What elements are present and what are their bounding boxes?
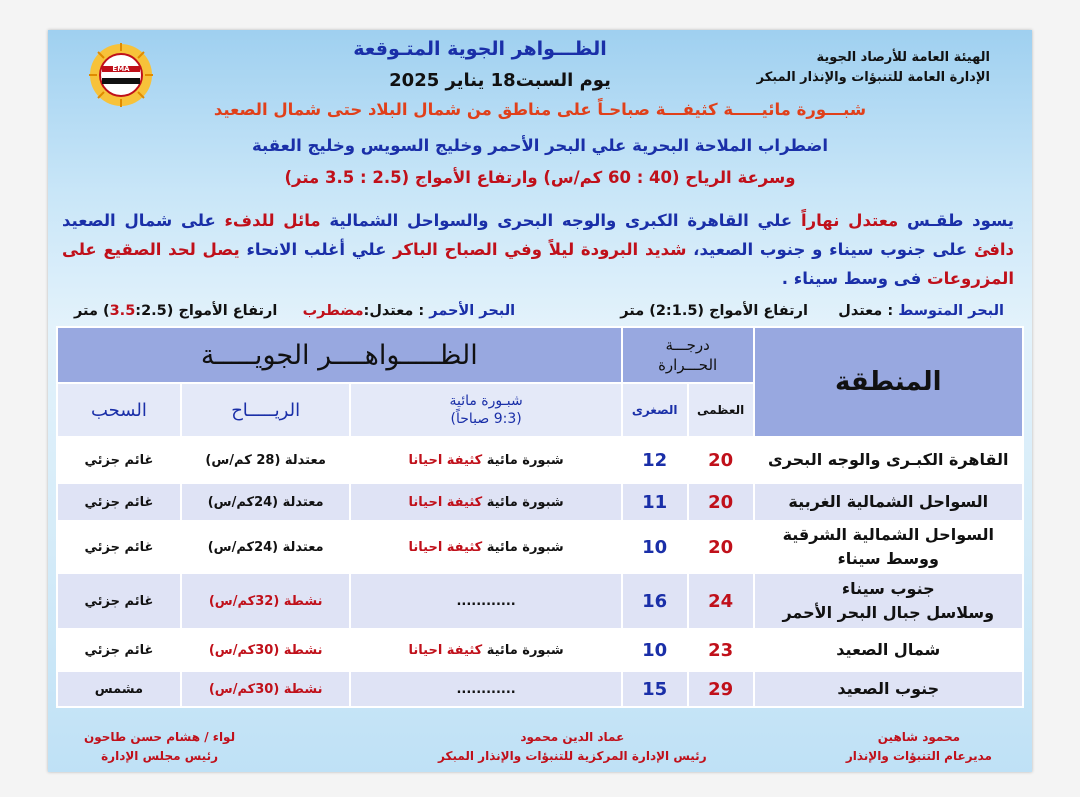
summary-part: على شمال الصعيد bbox=[62, 211, 216, 230]
wind-text: معتدلة (28 كم/س) bbox=[205, 452, 326, 468]
fog-cell bbox=[350, 629, 621, 671]
summary-part: شديد البرودة ليلاً وفي الصباح الباكر bbox=[386, 240, 694, 259]
max-temp-cell: 24 bbox=[688, 573, 754, 629]
wind-text: نشطة (30كم/س) bbox=[208, 642, 323, 658]
wind-cell bbox=[181, 483, 351, 521]
table-row bbox=[57, 521, 1023, 573]
clouds-cell: غائم جزئي bbox=[57, 483, 181, 521]
min-temp-cell: 10 bbox=[622, 629, 688, 671]
fog-dense-text: كثيفة احيانا bbox=[408, 494, 483, 510]
page-title: الظـــواهر الجوية المتـوقعة bbox=[353, 38, 607, 60]
table-row bbox=[57, 629, 1023, 671]
marine-bulletin-line-1: اضطراب الملاحة البحرية علي البحر الأحمر وخليج السويس وخليج العقبة bbox=[251, 136, 829, 155]
min-temp-header: الصغرى bbox=[622, 383, 688, 437]
fog-bulletin: شبـــورة مائيـــــة كثيفـــة صباحـاً على مناطق من شمال البلاد حتى شمال الصعيد bbox=[213, 100, 867, 119]
med-sea-waves: ارتفاع الأمواج (2:1.5) متر bbox=[620, 303, 808, 319]
weather-summary bbox=[62, 206, 1014, 293]
wind-cell bbox=[181, 437, 351, 483]
med-sea-state bbox=[620, 303, 1004, 319]
fog-dense-text: كثيفة احيانا bbox=[408, 452, 483, 468]
region-cell bbox=[754, 671, 1023, 707]
signature-title: مديرعام التنبؤات والإنذار bbox=[845, 749, 992, 763]
region-name: جنوب سيناء bbox=[841, 579, 935, 598]
sea-state-line bbox=[74, 303, 1004, 319]
temperature-header: درجـــة الحـــرارة bbox=[622, 327, 754, 383]
forecast-date: يوم السبت18 يناير 2025 bbox=[389, 70, 611, 91]
region-name: جنوب الصعيد bbox=[837, 679, 940, 698]
red-sea-waves-a: ارتفاع الأمواج ( bbox=[166, 303, 278, 319]
med-sea-label: البحر المتوسط bbox=[898, 303, 1004, 319]
fog-text: شبورة مائية bbox=[482, 539, 564, 555]
wind-header: الريـــــاح bbox=[181, 383, 351, 437]
logo-text: EMA bbox=[112, 65, 130, 73]
fog-dense-text: كثيفة احيانا bbox=[408, 539, 483, 555]
region-name: السواحل الشمالية الغربية bbox=[788, 492, 989, 511]
min-temp-cell: 11 bbox=[622, 483, 688, 521]
signature-right bbox=[846, 728, 992, 766]
summary-part: على جنوب سيناء و جنوب الصعيد، bbox=[693, 240, 968, 259]
region-name: السواحل الشمالية الشرقية bbox=[782, 525, 994, 544]
fog-cell bbox=[350, 573, 621, 629]
summary-part: معتدل نهاراً bbox=[792, 211, 908, 230]
table-row bbox=[57, 483, 1023, 521]
fog-header-time: (9:3 صباحاً) bbox=[450, 411, 522, 427]
region-name-line2: ووسط سيناء bbox=[837, 549, 939, 568]
region-name: القاهرة الكبـرى والوجه البحرى bbox=[768, 450, 1009, 469]
fog-header bbox=[350, 383, 621, 437]
region-cell bbox=[754, 521, 1023, 573]
red-sea-status-rough: مضطرب bbox=[302, 303, 364, 319]
summary-part: مائل للدفء bbox=[215, 211, 330, 230]
fog-cell bbox=[350, 437, 621, 483]
forecast-slide bbox=[48, 30, 1032, 772]
region-cell bbox=[754, 483, 1023, 521]
max-temp-cell: 23 bbox=[688, 629, 754, 671]
forecast-rows bbox=[57, 437, 1023, 707]
fog-text: شبورة مائية bbox=[482, 494, 564, 510]
summary-part: دافئ bbox=[967, 240, 1015, 259]
summary-part: يصل لحد الصقيع على المزروعات bbox=[62, 240, 1014, 288]
clouds-cell: غائم جزئي bbox=[57, 629, 181, 671]
signature-title: رئيس مجلس الإدارة bbox=[101, 749, 218, 763]
region-cell bbox=[754, 573, 1023, 629]
fog-text: شبورة مائية bbox=[482, 642, 564, 658]
clouds-cell: غائم جزئي bbox=[57, 521, 181, 573]
signature-name: عماد الدين محمود bbox=[520, 730, 625, 744]
wind-cell bbox=[181, 629, 351, 671]
table-row bbox=[57, 437, 1023, 483]
max-temp-cell: 29 bbox=[688, 671, 754, 707]
summary-part: يسود طقـس bbox=[907, 211, 1014, 230]
marine-bulletin-line-2: وسرعة الرياح (40 : 60 كم/س) وارتفاع الأمواج (2.5 : 3.5 متر) bbox=[284, 168, 796, 187]
wind-text: نشطة (32كم/س) bbox=[208, 593, 323, 609]
fog-text: ............ bbox=[456, 681, 516, 697]
wind-cell bbox=[181, 573, 351, 629]
red-sea-state bbox=[74, 303, 515, 319]
min-temp-cell: 16 bbox=[622, 573, 688, 629]
signature-name: محمود شاهين bbox=[877, 730, 961, 744]
table-row bbox=[57, 573, 1023, 629]
signature-center bbox=[438, 728, 707, 766]
max-temp-cell: 20 bbox=[688, 437, 754, 483]
wind-cell bbox=[181, 671, 351, 707]
clouds-header: السحب bbox=[57, 383, 181, 437]
summary-part: فى وسط سيناء . bbox=[781, 269, 922, 288]
red-sea-waves-c: :2.5) متر bbox=[74, 303, 167, 319]
min-temp-cell: 15 bbox=[622, 671, 688, 707]
clouds-cell: مشمس bbox=[57, 671, 181, 707]
region-cell bbox=[754, 437, 1023, 483]
signature-left bbox=[84, 728, 235, 766]
max-temp-header: العظمى bbox=[688, 383, 754, 437]
wind-cell bbox=[181, 521, 351, 573]
org-line-2: الإدارة العامة للتنبؤات والإنذار المبكر bbox=[756, 70, 990, 85]
wind-text: معتدلة (24كم/س) bbox=[207, 494, 324, 510]
fog-text: شبورة مائية bbox=[482, 452, 564, 468]
fog-cell bbox=[350, 483, 621, 521]
max-temp-cell: 20 bbox=[688, 483, 754, 521]
min-temp-cell: 10 bbox=[622, 521, 688, 573]
red-sea-status: : معتدل: bbox=[363, 303, 425, 319]
fog-cell bbox=[350, 521, 621, 573]
min-temp-cell: 12 bbox=[622, 437, 688, 483]
med-sea-status: : معتدل bbox=[838, 303, 894, 319]
region-header: المنطقة bbox=[754, 327, 1023, 437]
red-sea-label: البحر الأحمر bbox=[429, 303, 516, 319]
wind-text: نشطة (30كم/س) bbox=[208, 681, 323, 697]
signature-name: لواء / هشام حسن طاحون bbox=[84, 730, 236, 744]
region-cell bbox=[754, 629, 1023, 671]
phenomena-header: الظـــــواهــــر الجويـــــة bbox=[57, 327, 622, 383]
forecast-table bbox=[56, 326, 1024, 708]
summary-part: علي أغلب الانحاء bbox=[246, 240, 387, 259]
fog-header-label: شبـورة مائية bbox=[449, 393, 523, 409]
wind-text: معتدلة (24كم/س) bbox=[207, 539, 324, 555]
clouds-cell: غائم جزئي bbox=[57, 437, 181, 483]
signature-title: رئيس الإدارة المركزية للتنبؤات والإنذار المبكر bbox=[438, 749, 707, 763]
table-row bbox=[57, 671, 1023, 707]
max-temp-cell: 20 bbox=[688, 521, 754, 573]
region-name: شمال الصعيد bbox=[836, 640, 941, 659]
fog-text: ............ bbox=[456, 593, 516, 609]
fog-dense-text: كثيفة احيانا bbox=[408, 642, 483, 658]
clouds-cell: غائم جزئي bbox=[57, 573, 181, 629]
org-line-1: الهيئة العامة للأرصاد الجوية bbox=[816, 50, 990, 65]
forecast-table-wrapper bbox=[56, 326, 1024, 708]
red-sea-waves-b: 3.5 bbox=[109, 303, 136, 319]
region-name-line2: وسلاسل جبال البحر الأحمر bbox=[782, 603, 995, 622]
fog-cell bbox=[350, 671, 621, 707]
summary-part: علي القاهرة الكبرى والوجه البحرى والسواحل الشمالية bbox=[329, 211, 793, 230]
